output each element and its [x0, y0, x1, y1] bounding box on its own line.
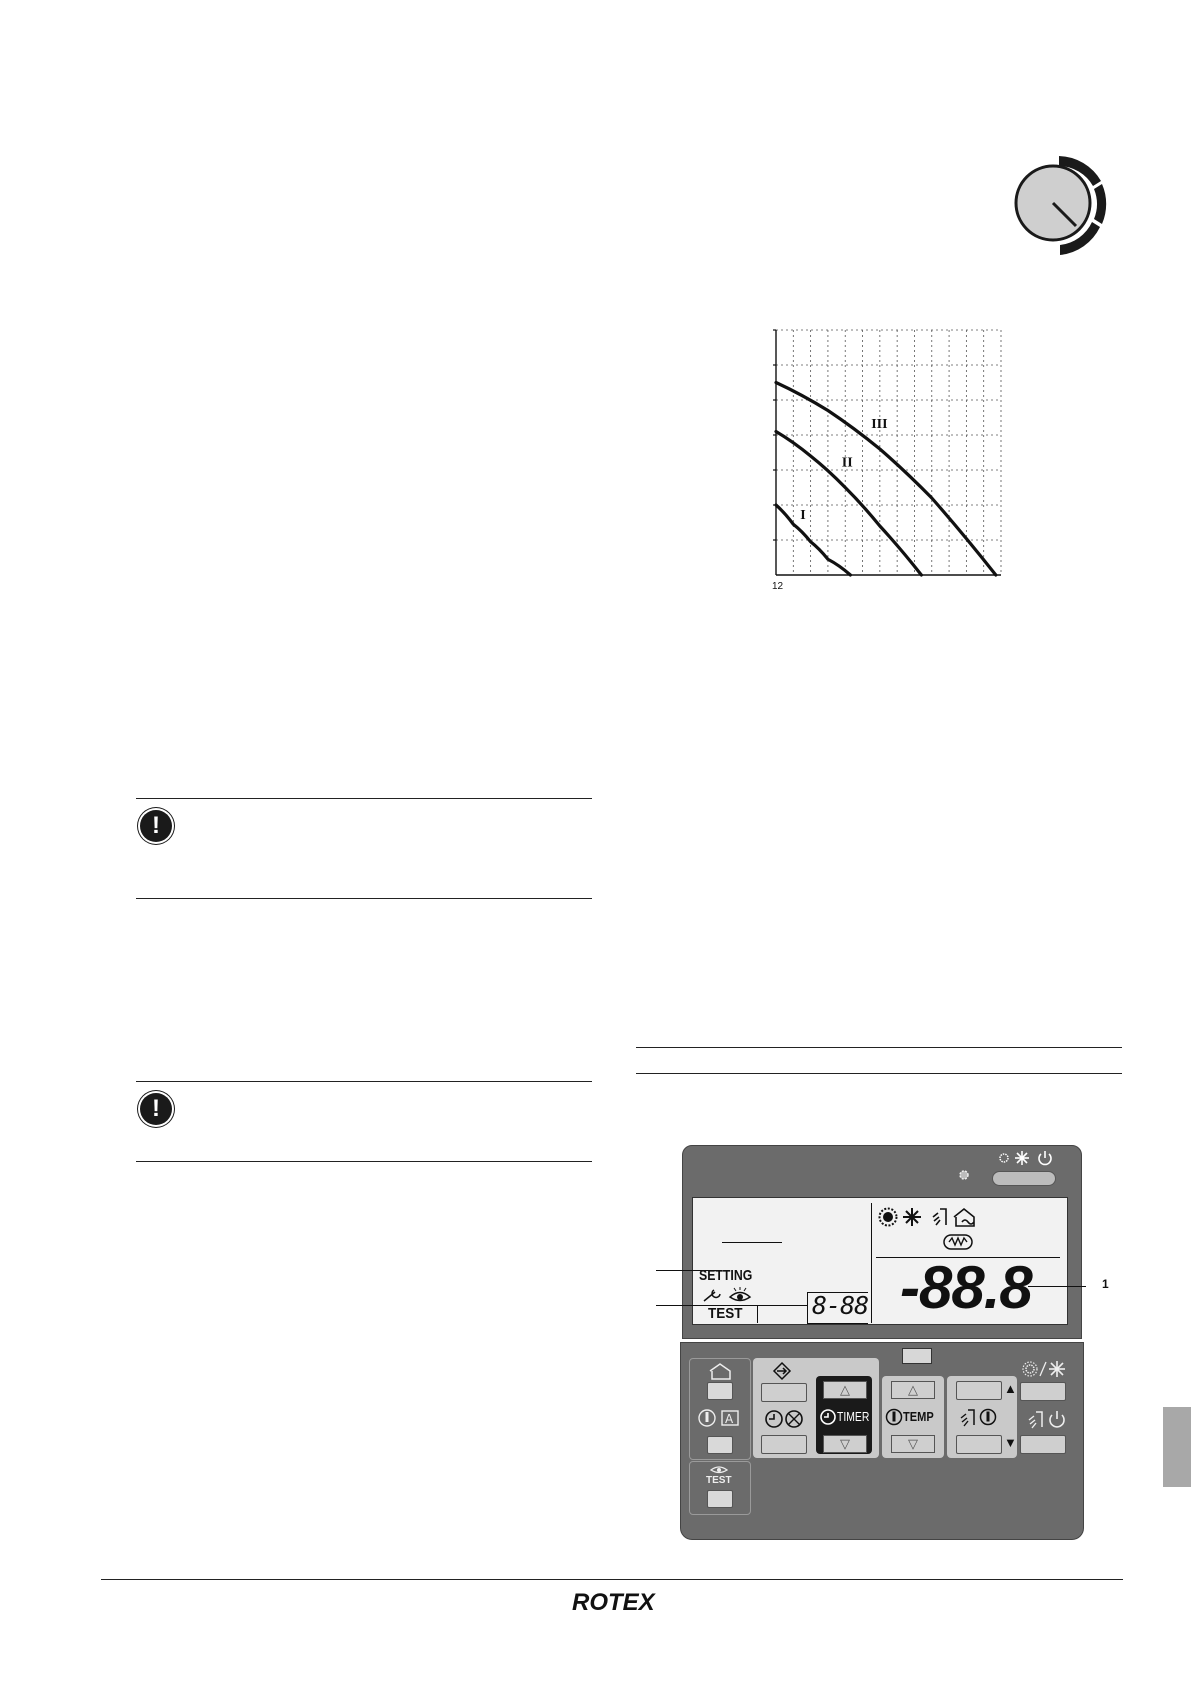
callout-number-1: 1 — [1102, 1277, 1109, 1291]
main-readout: -88.8 — [900, 1254, 1032, 1321]
setting-label: SETTING — [699, 1267, 753, 1284]
sun-snow-switch-icon — [1020, 1359, 1070, 1379]
clock-cancel-icon — [764, 1409, 806, 1429]
lcd-left-divider — [757, 1305, 758, 1323]
test-button-label: TEST — [706, 1475, 732, 1486]
exclamation-icon: ! — [140, 1093, 172, 1125]
house-button[interactable] — [707, 1382, 733, 1400]
eye-icon — [728, 1286, 752, 1304]
x-tick-label: 12 — [772, 581, 784, 592]
curve-label-III: III — [871, 417, 888, 432]
heater-icon — [942, 1233, 974, 1251]
auto-button[interactable] — [707, 1436, 733, 1454]
brand-logo: ROTEX — [572, 1589, 655, 1616]
callout-line-readout — [1028, 1286, 1086, 1287]
callout-line-setting — [656, 1270, 718, 1271]
hot-water-up-button[interactable] — [956, 1381, 1002, 1400]
section-heading-bottom-rule — [636, 1073, 1122, 1074]
on-off-button[interactable] — [992, 1171, 1056, 1186]
shower-power-icon — [1022, 1409, 1068, 1429]
svg-text:A: A — [725, 1412, 734, 1426]
test-button[interactable] — [707, 1490, 733, 1508]
thermometer-auto-icon — [698, 1408, 742, 1428]
mode-button[interactable] — [761, 1383, 807, 1402]
pump-curve-chart — [760, 320, 1020, 600]
section-heading-top-rule — [636, 1047, 1122, 1048]
lcd-underline — [722, 1242, 782, 1243]
chart-series — [776, 383, 996, 576]
callout-line-test — [656, 1305, 808, 1306]
small-readout: 8-88 — [812, 1291, 869, 1320]
timer-cancel-button[interactable] — [761, 1435, 807, 1454]
curve-label-II: II — [841, 455, 853, 471]
snowflake-icon — [903, 1208, 921, 1226]
remote-controller — [680, 1145, 1109, 1540]
hot-water-power-button[interactable] — [1020, 1435, 1066, 1454]
clock-icon — [819, 1408, 837, 1426]
indicator-window — [902, 1348, 932, 1364]
pump-curve-III — [776, 383, 996, 576]
eye-icon — [709, 1463, 729, 1475]
note-2-top-rule — [136, 1081, 592, 1082]
note-2-bottom-rule — [136, 1161, 592, 1162]
exclamation-icon: ! — [140, 810, 172, 842]
pump-curve-II — [776, 432, 921, 576]
hot-water-down-button[interactable] — [956, 1435, 1002, 1454]
triangle-up-icon: △ — [840, 1382, 850, 1397]
triangle-up-icon: ▲ — [1004, 1381, 1017, 1396]
triangle-down-icon: ▼ — [1004, 1435, 1017, 1450]
house-icon — [954, 1209, 974, 1226]
arrow-diamond-icon — [772, 1361, 792, 1381]
wrench-icon — [702, 1287, 724, 1303]
timer-label: TIMER — [837, 1409, 870, 1424]
gear-led-icon — [957, 1168, 971, 1182]
footer-rule — [101, 1579, 1123, 1580]
triangle-up-icon: △ — [908, 1382, 918, 1397]
note-1-bottom-rule — [136, 898, 592, 899]
note-1-top-rule — [136, 798, 592, 799]
lcd-center-divider — [871, 1203, 872, 1323]
sun-icon — [880, 1209, 897, 1226]
pump-speed-knob-icon — [1005, 148, 1110, 263]
mode-icons-row — [878, 1205, 988, 1229]
timer-up-button[interactable] — [823, 1381, 867, 1399]
temp-label: TEMP — [903, 1409, 934, 1424]
shower-thermometer-icon — [954, 1407, 1000, 1427]
heat-cool-button[interactable] — [1020, 1382, 1066, 1401]
temp-up-button[interactable] — [891, 1381, 935, 1399]
triangle-down-icon: ▽ — [840, 1436, 850, 1451]
chart-labels — [800, 417, 887, 523]
triangle-down-icon: ▽ — [908, 1436, 918, 1451]
sun-snow-power-icons — [996, 1149, 1056, 1167]
shower-icon — [933, 1209, 946, 1225]
timer-down-button[interactable] — [823, 1435, 867, 1453]
thermometer-icon — [885, 1408, 903, 1426]
test-label: TEST — [708, 1305, 743, 1322]
temp-down-button[interactable] — [891, 1435, 935, 1453]
house-icon — [706, 1362, 734, 1380]
curve-label-I: I — [800, 508, 806, 523]
chapter-tab — [1163, 1407, 1191, 1487]
